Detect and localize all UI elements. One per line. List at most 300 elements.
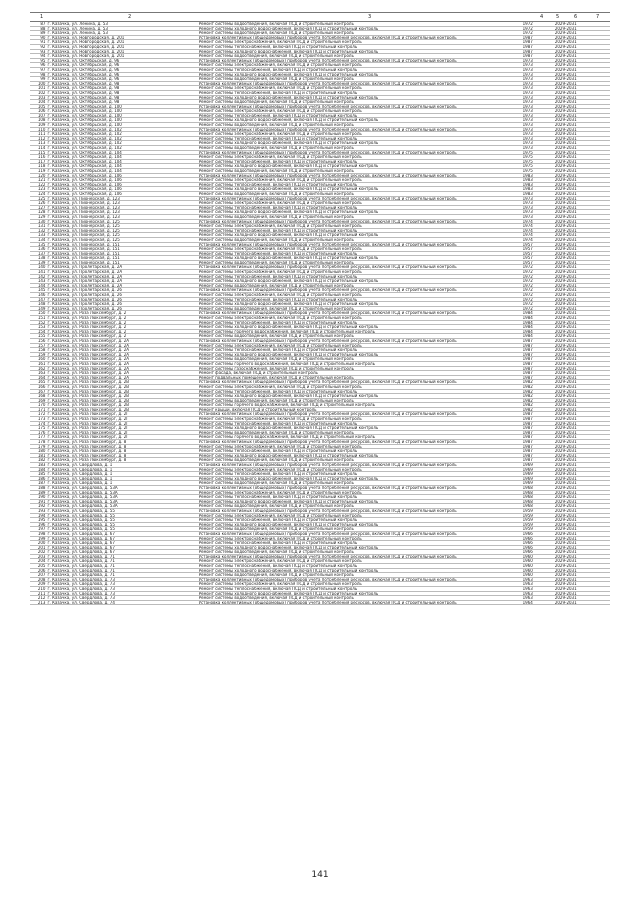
repair-period-cell: 2029-2031	[544, 508, 587, 513]
work-type-cell: Установка коллективных (общедомовых) приборов учета потребления ресурсов, включая ПСД и строительный контроль	[198, 81, 512, 86]
work-type-cell: Ремонт системы водоотведения, включая ПСД и строительный контроль	[198, 573, 512, 578]
commissioning-year-cell: 1975	[511, 159, 544, 164]
table-row	[30, 297, 610, 302]
repair-period-cell: 2029-2031	[544, 113, 587, 118]
address-cell: г. Казачка, ул. Октябрьская, д. 102	[46, 132, 169, 137]
repair-period-cell: 2029-2031	[544, 389, 587, 394]
commissioning-year-cell: 1987	[511, 352, 544, 357]
commissioning-year-cell: 1972	[511, 302, 544, 307]
row-number: 110	[30, 127, 46, 132]
repair-period-cell: 2029-2031	[544, 366, 587, 371]
work-type-cell: Ремонт системы водоотведения, включая ПСД и строительный контроль	[198, 481, 512, 486]
row-number: 130	[30, 219, 46, 224]
commissioning-year-cell: 1987	[511, 435, 544, 440]
commissioning-year-cell: 1983	[511, 191, 544, 196]
address-cell: г. Казачка, ул. Пионерская, д. 151	[46, 260, 169, 265]
work-type-cell: Ремонт системы электроснабжения, включая ПСД и строительный контроль	[198, 178, 512, 183]
address-cell: г. Казачка, ул. Пролетарская, д. 26	[46, 288, 169, 293]
repair-period-cell: 2029-2031	[544, 568, 587, 573]
row-number: 203	[30, 554, 46, 559]
row-number: 146	[30, 293, 46, 298]
repair-period-cell: 2029-2031	[544, 435, 587, 440]
address-cell: г. Казачка, ул. Свердлова, д. 53А	[46, 490, 169, 495]
commissioning-year-cell: 1987	[511, 44, 544, 49]
work-type-cell: Ремонт системы холодного водоснабжения, включая ПСД и строительный контроль	[198, 476, 512, 481]
table-row	[30, 169, 610, 174]
row-number: 123	[30, 187, 46, 192]
address-cell: г. Казачка, ул. Роза Люксембург, д. 2А	[46, 366, 169, 371]
commissioning-year-cell: 1966	[511, 541, 544, 546]
address-cell: г. Казачка, ул. Пролетарская, д. 2А	[46, 265, 169, 270]
commissioning-year-cell: 1966	[511, 531, 544, 536]
table-row	[30, 270, 610, 275]
repair-period-cell: 2029-2031	[544, 49, 587, 54]
table-row	[30, 178, 610, 183]
row-number: 174	[30, 421, 46, 426]
work-type-cell: Ремонт системы теплоснабжения, включая ПСД и строительный контроль	[198, 44, 512, 49]
commissioning-year-cell: 1972	[511, 22, 544, 26]
commissioning-year-cell: 1975	[511, 150, 544, 155]
address-cell: г. Казачка, ул. Пионерская, д. 125	[46, 219, 169, 224]
empty-cell	[587, 600, 610, 605]
work-type-cell: Установка коллективных (общедомовых) приборов учета потребления ресурсов, включая ПСД и строительный контроль	[198, 150, 512, 155]
row-number: 98	[30, 72, 46, 77]
row-number: 169	[30, 398, 46, 403]
address-cell: г. Казачка, ул. Свердлова, д. 55	[46, 518, 169, 523]
row-number: 125	[30, 196, 46, 201]
repair-period-cell: 2029-2031	[544, 380, 587, 385]
address-cell: г. Казачка, ул. Роза Люксембург, д. 2В	[46, 380, 169, 385]
repair-period-cell: 2029-2031	[544, 288, 587, 293]
table-row	[30, 329, 610, 334]
table-row	[30, 155, 610, 160]
address-cell: г. Казачка, ул. Роза Люксембург, д. 2А	[46, 338, 169, 343]
row-number: 137	[30, 251, 46, 256]
work-type-cell: Ремонт системы холодного водоснабжения, включая ПСД и строительный контроль	[198, 426, 512, 431]
row-number: 115	[30, 150, 46, 155]
commissioning-year-cell: 1987	[511, 348, 544, 353]
row-number: 134	[30, 237, 46, 242]
commissioning-year-cell: 1987	[511, 338, 544, 343]
address-cell: г. Казачка, ул. Роза Люксембург, д. 8	[46, 444, 169, 449]
commissioning-year-cell: 1960	[511, 559, 544, 564]
row-number: 205	[30, 564, 46, 569]
row-number: 163	[30, 371, 46, 376]
repair-period-cell: 2029-2031	[544, 334, 587, 339]
table-row	[30, 444, 610, 449]
table-row	[30, 449, 610, 454]
work-type-cell: Ремонт системы холодного водоснабжения, включая ПСД и строительный контроль	[198, 522, 512, 527]
address-cell: г. Казачка, ул. Пионерская, д. 151	[46, 242, 169, 247]
repair-period-cell: 2029-2031	[544, 412, 587, 417]
commissioning-year-cell: 1972	[511, 265, 544, 270]
work-type-cell: Ремонт системы холодного водоснабжения, включая ПСД и строительный контроль	[198, 164, 512, 169]
address-cell: г. Казачка, ул. Роза Люксембург, д. 2В	[46, 384, 169, 389]
row-number: 127	[30, 205, 46, 210]
row-number: 168	[30, 394, 46, 399]
commissioning-year-cell: 1963	[511, 596, 544, 601]
work-type-cell: Ремонт системы теплоснабжения, включая ПСД и строительный контроль	[198, 348, 512, 353]
work-type-cell: Ремонт подвальных помещений, включая ПСД и строительный контроль	[198, 375, 512, 380]
table-row	[30, 361, 610, 366]
repair-period-cell: 2029-2031	[544, 164, 587, 169]
repair-period-cell: 2029-2031	[544, 26, 587, 31]
work-type-cell: Ремонт системы электроснабжения, включая ПСД и строительный контроль	[198, 224, 512, 229]
address-cell: г. Казачка, ул. Роза Люксембург, д. 2А	[46, 371, 169, 376]
table-row	[30, 127, 610, 132]
repair-period-cell: 2029-2031	[544, 375, 587, 380]
row-number: 100	[30, 81, 46, 86]
commissioning-year-cell: 1973	[511, 196, 544, 201]
commissioning-year-cell: 1984	[511, 334, 544, 339]
commissioning-year-cell: 1984	[511, 316, 544, 321]
repair-period-cell: 2029-2031	[544, 536, 587, 541]
table-row	[30, 293, 610, 298]
work-type-cell: Ремонт системы холодного водоснабжения, включая ПСД и строительный контроль	[198, 279, 512, 284]
commissioning-year-cell: 1987	[511, 40, 544, 45]
work-type-cell: Ремонт системы водоотведения, включая ПСД и строительный контроль	[198, 260, 512, 265]
commissioning-year-cell: 1987	[511, 430, 544, 435]
commissioning-year-cell: 1987	[511, 357, 544, 362]
address-cell: г. Казачка, ул. Пионерская, д. 123	[46, 205, 169, 210]
row-number: 210	[30, 587, 46, 592]
work-type-cell: Ремонт системы холодного водоснабжения, включая ПСД и строительный контроль	[198, 256, 512, 261]
repair-period-cell: 2029-2031	[544, 329, 587, 334]
row-number: 149	[30, 306, 46, 311]
commissioning-year-cell: 1972	[511, 288, 544, 293]
work-type-cell: Установка коллективных (общедомовых) приборов учета потребления ресурсов, включая ПСД и строительный контроль	[198, 35, 512, 40]
work-type-cell: Ремонт системы холодного водоснабжения, включая ПСД и строительный контроль	[198, 352, 512, 357]
address-cell: г. Казачка, ул. Пионерская, д. 125	[46, 233, 169, 238]
commissioning-year-cell: 1987	[511, 35, 544, 40]
address-cell: г. Казачка, ул. Роза Люксембург, д. 2А	[46, 357, 169, 362]
work-type-cell: Ремонт системы теплоснабжения, включая ПСД и строительный контроль	[198, 205, 512, 210]
repair-period-cell: 2029-2031	[544, 591, 587, 596]
work-type-cell: Установка коллективных (общедомовых) приборов учета потребления ресурсов, включая ПСД и строительный контроль	[198, 242, 512, 247]
work-type-cell: Ремонт системы холодного водоснабжения, включая ПСД и строительный контроль	[198, 325, 512, 330]
repair-period-cell: 2029-2031	[544, 293, 587, 298]
table-row	[30, 490, 610, 495]
table-row	[30, 86, 610, 91]
row-number: 195	[30, 518, 46, 523]
row-number: 194	[30, 513, 46, 518]
row-number: 177	[30, 435, 46, 440]
address-cell: г. Казачка, ул. Роза Люксембург, д. 2	[46, 320, 169, 325]
repair-period-cell: 2029-2031	[544, 384, 587, 389]
work-type-cell: Ремонт системы холодного водоснабжения, включая ПСД и строительный контроль	[198, 499, 512, 504]
col-header-3: 3	[368, 14, 372, 20]
table-row	[30, 306, 610, 311]
repair-period-cell: 2029-2031	[544, 205, 587, 210]
table-row	[30, 380, 610, 385]
repair-period-cell: 2029-2031	[544, 320, 587, 325]
row-number: 176	[30, 430, 46, 435]
commissioning-year-cell: 1973	[511, 146, 544, 151]
work-type-cell: Ремонт системы электроснабжения, включая ПСД и строительный контроль	[198, 490, 512, 495]
repair-period-cell: 2029-2031	[544, 481, 587, 486]
repair-period-cell: 2029-2031	[544, 495, 587, 500]
row-number: 199	[30, 536, 46, 541]
commissioning-year-cell: 1987	[511, 444, 544, 449]
repair-period-cell: 2029-2031	[544, 348, 587, 353]
row-number: 92	[30, 44, 46, 49]
repair-period-cell: 2029-2031	[544, 600, 587, 605]
table-row	[30, 316, 610, 321]
repair-period-cell: 2029-2031	[544, 338, 587, 343]
repair-period-cell: 2029-2031	[544, 72, 587, 77]
row-number: 156	[30, 338, 46, 343]
row-number: 103	[30, 95, 46, 100]
commissioning-year-cell: 1984	[511, 311, 544, 316]
repair-period-cell: 2029-2031	[544, 596, 587, 601]
work-type-cell: Ремонт системы электроснабжения, включая ПСД и строительный контроль	[198, 40, 512, 45]
commissioning-year-cell: 1966	[511, 545, 544, 550]
table-row	[30, 260, 610, 265]
col-header-7: 7	[596, 14, 600, 20]
commissioning-year-cell: 1974	[511, 237, 544, 242]
row-number: 211	[30, 591, 46, 596]
address-cell: г. Казачка, ул. Свердлова, д. 1	[46, 481, 169, 486]
address-cell: г. Казачка, ул. Пионерская, д. 125	[46, 237, 169, 242]
address-cell: г. Казачка, ул. Октябрьская, д. 104	[46, 159, 169, 164]
row-number: 153	[30, 325, 46, 330]
repair-period-cell: 2029-2031	[544, 545, 587, 550]
table-row	[30, 343, 610, 348]
work-type-cell: Установка коллективных (общедомовых) приборов учета потребления ресурсов, включая ПСД и строительный контроль	[198, 173, 512, 178]
commissioning-year-cell: 1972	[511, 31, 544, 36]
commissioning-year-cell: 1982	[511, 389, 544, 394]
row-number: 155	[30, 334, 46, 339]
address-cell: г. Казачка, ул. Свердлова, д. 55	[46, 508, 169, 513]
repair-period-cell: 2029-2031	[544, 182, 587, 187]
address-cell: г. Казачка, ул. Роза Люксембург, д. 2Г	[46, 430, 169, 435]
address-cell: г. Казачка, ул. Свердлова, д. 53А	[46, 499, 169, 504]
table-row	[30, 320, 610, 325]
address-cell: г. Казачка, ул. Свердлова, д. 71	[46, 573, 169, 578]
row-number: 162	[30, 366, 46, 371]
table-row	[30, 485, 610, 490]
row-number: 173	[30, 417, 46, 422]
commissioning-year-cell: 1973	[511, 100, 544, 105]
work-type-cell: Ремонт системы теплоснабжения, включая ПСД и строительный контроль	[198, 518, 512, 523]
work-type-cell: Установка коллективных (общедомовых) приборов учета потребления ресурсов, включая ПСД и строительный контроль	[198, 196, 512, 201]
repair-period-cell: 2029-2031	[544, 44, 587, 49]
repair-period-cell: 2029-2031	[544, 357, 587, 362]
address-cell: г. Казачка, ул. Свердлова, д. 71	[46, 568, 169, 573]
table-row	[30, 173, 610, 178]
address-cell: г. Казачка, ул. Пионерская, д. 151	[46, 247, 169, 252]
table-row	[30, 375, 610, 380]
row-number: 101	[30, 86, 46, 91]
commissioning-year-cell: 1974	[511, 224, 544, 229]
table-row	[30, 417, 610, 422]
work-type-cell: Ремонт системы водоотведения, включая ПСД и строительный контроль	[198, 550, 512, 555]
address-cell: г. Казачка, ул. Свердлова, д. 73	[46, 587, 169, 592]
table-row	[30, 274, 610, 279]
table-row	[30, 233, 610, 238]
address-cell: г. Казачка, ул. Пролетарская, д. 26	[46, 293, 169, 298]
commissioning-year-cell: 1973	[511, 67, 544, 72]
work-type-cell: Установка коллективных (общедомовых) приборов учета потребления ресурсов, включая ПСД и строительный контроль	[198, 577, 512, 582]
work-type-cell: Ремонт системы горячего водоснабжения, включая ПСД и строительный контроль	[198, 329, 512, 334]
commissioning-year-cell: 1972	[511, 293, 544, 298]
row-number: 104	[30, 100, 46, 105]
repair-period-cell: 2029-2031	[544, 499, 587, 504]
repair-period-cell: 2029-2031	[544, 403, 587, 408]
address-cell: г. Казачка, ул. Новгородская, д. 201	[46, 44, 169, 49]
address-cell: г. Казачка, ул. Роза Люксембург, д. 2В	[46, 403, 169, 408]
work-type-cell: Ремонт системы теплоснабжения, включая ПСД и строительный контроль	[198, 495, 512, 500]
work-type-cell: Установка коллективных (общедомовых) приборов учета потребления ресурсов, включая ПСД и строительный контроль	[198, 104, 512, 109]
repair-period-cell: 2029-2031	[544, 247, 587, 252]
repair-period-cell: 2029-2031	[544, 256, 587, 261]
repair-period-cell: 2029-2031	[544, 169, 587, 174]
commissioning-year-cell: 1973	[511, 136, 544, 141]
repair-period-cell: 2029-2031	[544, 201, 587, 206]
repair-period-cell: 2029-2031	[544, 467, 587, 472]
repair-period-cell: 2029-2031	[544, 559, 587, 564]
address-cell: г. Казачка, ул. Октябрьская, д. 104	[46, 150, 169, 155]
work-type-cell: Ремонт системы холодного водоснабжения, включая ПСД и строительный контроль	[198, 141, 512, 146]
row-number: 197	[30, 527, 46, 532]
repair-period-cell: 2029-2031	[544, 518, 587, 523]
commissioning-year-cell: 1987	[511, 412, 544, 417]
commissioning-year-cell: 1963	[511, 582, 544, 587]
work-type-cell: Ремонт системы электроснабжения, включая ПСД и строительный контроль	[198, 417, 512, 422]
row-number: 136	[30, 247, 46, 252]
work-type-cell: Установка коллективных (общедомовых) приборов учета потребления ресурсов, включая ПСД и строительный контроль	[198, 127, 512, 132]
row-number: 150	[30, 311, 46, 316]
repair-period-cell: 2029-2031	[544, 564, 587, 569]
repair-period-cell: 2029-2031	[544, 81, 587, 86]
row-number: 102	[30, 90, 46, 95]
repair-period-cell: 2029-2031	[544, 141, 587, 146]
row-number: 133	[30, 233, 46, 238]
row-number: 140	[30, 265, 46, 270]
row-number: 192	[30, 504, 46, 509]
address-cell: г. Казачка, ул. Роза Люксембург, д. 2Г	[46, 435, 169, 440]
work-type-cell: Установка коллективных (общедомовых) приборов учета потребления ресурсов, включая ПСД и строительный контроль	[198, 58, 512, 63]
work-type-cell: Ремонт системы электроснабжения, включая ПСД и строительный контроль	[198, 384, 512, 389]
commissioning-year-cell: 1983	[511, 187, 544, 192]
row-number: 190	[30, 495, 46, 500]
address-cell: г. Казачка, ул. Свердлова, д. 73	[46, 591, 169, 596]
commissioning-year-cell: 1972	[511, 283, 544, 288]
work-type-cell: Ремонт системы электроснабжения, включая ПСД и строительный контроль	[198, 316, 512, 321]
repair-period-cell: 2029-2031	[544, 430, 587, 435]
address-cell: г. Казачка, ул. Свердлова, д. 71	[46, 559, 169, 564]
row-number: 165	[30, 380, 46, 385]
table-row	[30, 123, 610, 128]
address-cell: г. Казачка, ул. Пионерская, д. 123	[46, 201, 169, 206]
repair-period-cell: 2029-2031	[544, 237, 587, 242]
repair-period-cell: 2029-2031	[544, 228, 587, 233]
table-row	[30, 283, 610, 288]
commissioning-year-cell: 1974	[511, 219, 544, 224]
row-number: 143	[30, 279, 46, 284]
table-row	[30, 389, 610, 394]
repair-period-cell: 2029-2031	[544, 123, 587, 128]
table-row	[30, 458, 610, 463]
table-row	[30, 279, 610, 284]
commissioning-year-cell: 1973	[511, 104, 544, 109]
work-type-cell: Ремонт системы холодного водоснабжения, включая ПСД и строительный контроль	[198, 545, 512, 550]
row-number: 90	[30, 35, 46, 40]
table-row	[30, 242, 610, 247]
table-row	[30, 495, 610, 500]
row-number: 148	[30, 302, 46, 307]
work-type-cell: Ремонт системы теплоснабжения, включая ПСД и строительный контроль	[198, 541, 512, 546]
work-type-cell: Установка коллективных (общедомовых) приборов учета потребления ресурсов, включая ПСД и строительный контроль	[198, 311, 512, 316]
row-number: 212	[30, 596, 46, 601]
row-number: 89	[30, 31, 46, 36]
row-number: 161	[30, 361, 46, 366]
repair-period-cell: 2029-2031	[544, 554, 587, 559]
table-row	[30, 453, 610, 458]
row-number: 166	[30, 384, 46, 389]
commissioning-year-cell: 1973	[511, 86, 544, 91]
row-number: 124	[30, 191, 46, 196]
work-type-cell: Ремонт системы водоотведения, включая ПСД и строительный контроль	[198, 77, 512, 82]
row-number: 111	[30, 132, 46, 137]
spacer-cell	[170, 600, 198, 605]
table-row	[30, 118, 610, 123]
repair-period-cell: 2029-2031	[544, 67, 587, 72]
address-cell: г. Казачка, ул. Октябрьская, д. 106	[46, 191, 169, 196]
work-type-cell: Установка коллективных (общедомовых) приборов учета потребления ресурсов, включая ПСД и строительный контроль	[198, 485, 512, 490]
address-cell: г. Казачка, ул. Октябрьская, д. 104	[46, 155, 169, 160]
table-row	[30, 132, 610, 137]
table-row	[30, 256, 610, 261]
repair-period-cell: 2029-2031	[544, 421, 587, 426]
col-header-1: 1	[40, 14, 44, 20]
work-type-cell: Ремонт системы теплоснабжения, включая ПСД и строительный контроль	[198, 251, 512, 256]
work-type-cell: Ремонт системы горячего водоснабжения, включая ПСД и строительный контроль	[198, 435, 512, 440]
commissioning-year-cell: 1987	[511, 343, 544, 348]
commissioning-year-cell: 1982	[511, 380, 544, 385]
address-cell: г. Казачка, ул. Роза Люксембург, д. 2А	[46, 343, 169, 348]
repair-period-cell: 2029-2031	[544, 343, 587, 348]
address-cell: г. Казачка, ул. Пионерская, д. 151	[46, 256, 169, 261]
work-type-cell: Ремонт системы водоотведения, включая ПСД и строительный контроль	[198, 191, 512, 196]
work-type-cell: Ремонт системы водоотведения, включая ПСД и строительный контроль	[198, 458, 512, 463]
row-number: 116	[30, 155, 46, 160]
table-row	[30, 205, 610, 210]
table-row	[30, 348, 610, 353]
work-type-cell: Ремонт системы холодного водоснабжения, включая ПСД и строительный контроль	[198, 187, 512, 192]
work-type-cell: Ремонт системы водоотведения, включая ПСД и строительный контроль	[198, 430, 512, 435]
work-type-cell: Ремонт системы водоотведения, включая ПСД и строительный контроль	[198, 123, 512, 128]
address-cell: г. Казачка, ул. Роза Люксембург, д. 2Г	[46, 426, 169, 431]
commissioning-year-cell: 1973	[511, 210, 544, 215]
address-cell: г. Казачка, ул. Роза Люксембург, д. 2В	[46, 394, 169, 399]
work-type-cell: Ремонт системы теплоснабжения, включая ПСД и строительный контроль	[198, 136, 512, 141]
work-type-cell: Ремонт системы холодного водоснабжения, включая ПСД и строительный контроль	[198, 453, 512, 458]
work-type-cell: Ремонт системы водоотведения, включая ПСД и строительный контроль	[198, 169, 512, 174]
repair-period-cell: 2029-2031	[544, 187, 587, 192]
address-cell: г. Казачка, ул. Новгородская, д. 201	[46, 40, 169, 45]
table-row	[30, 40, 610, 45]
table-row	[30, 182, 610, 187]
work-type-cell: Ремонт системы электроснабжения, включая ПСД и строительный контроль	[198, 247, 512, 252]
work-type-cell: Ремонт системы теплоснабжения, включая ПСД и строительный контроль	[198, 159, 512, 164]
repair-period-cell: 2029-2031	[544, 444, 587, 449]
commissioning-year-cell: 1973	[511, 113, 544, 118]
address-cell: г. Казачка, ул. Октябрьская, д. 100	[46, 123, 169, 128]
row-number: 96	[30, 63, 46, 68]
repair-period-cell: 2029-2031	[544, 417, 587, 422]
table-row	[30, 136, 610, 141]
